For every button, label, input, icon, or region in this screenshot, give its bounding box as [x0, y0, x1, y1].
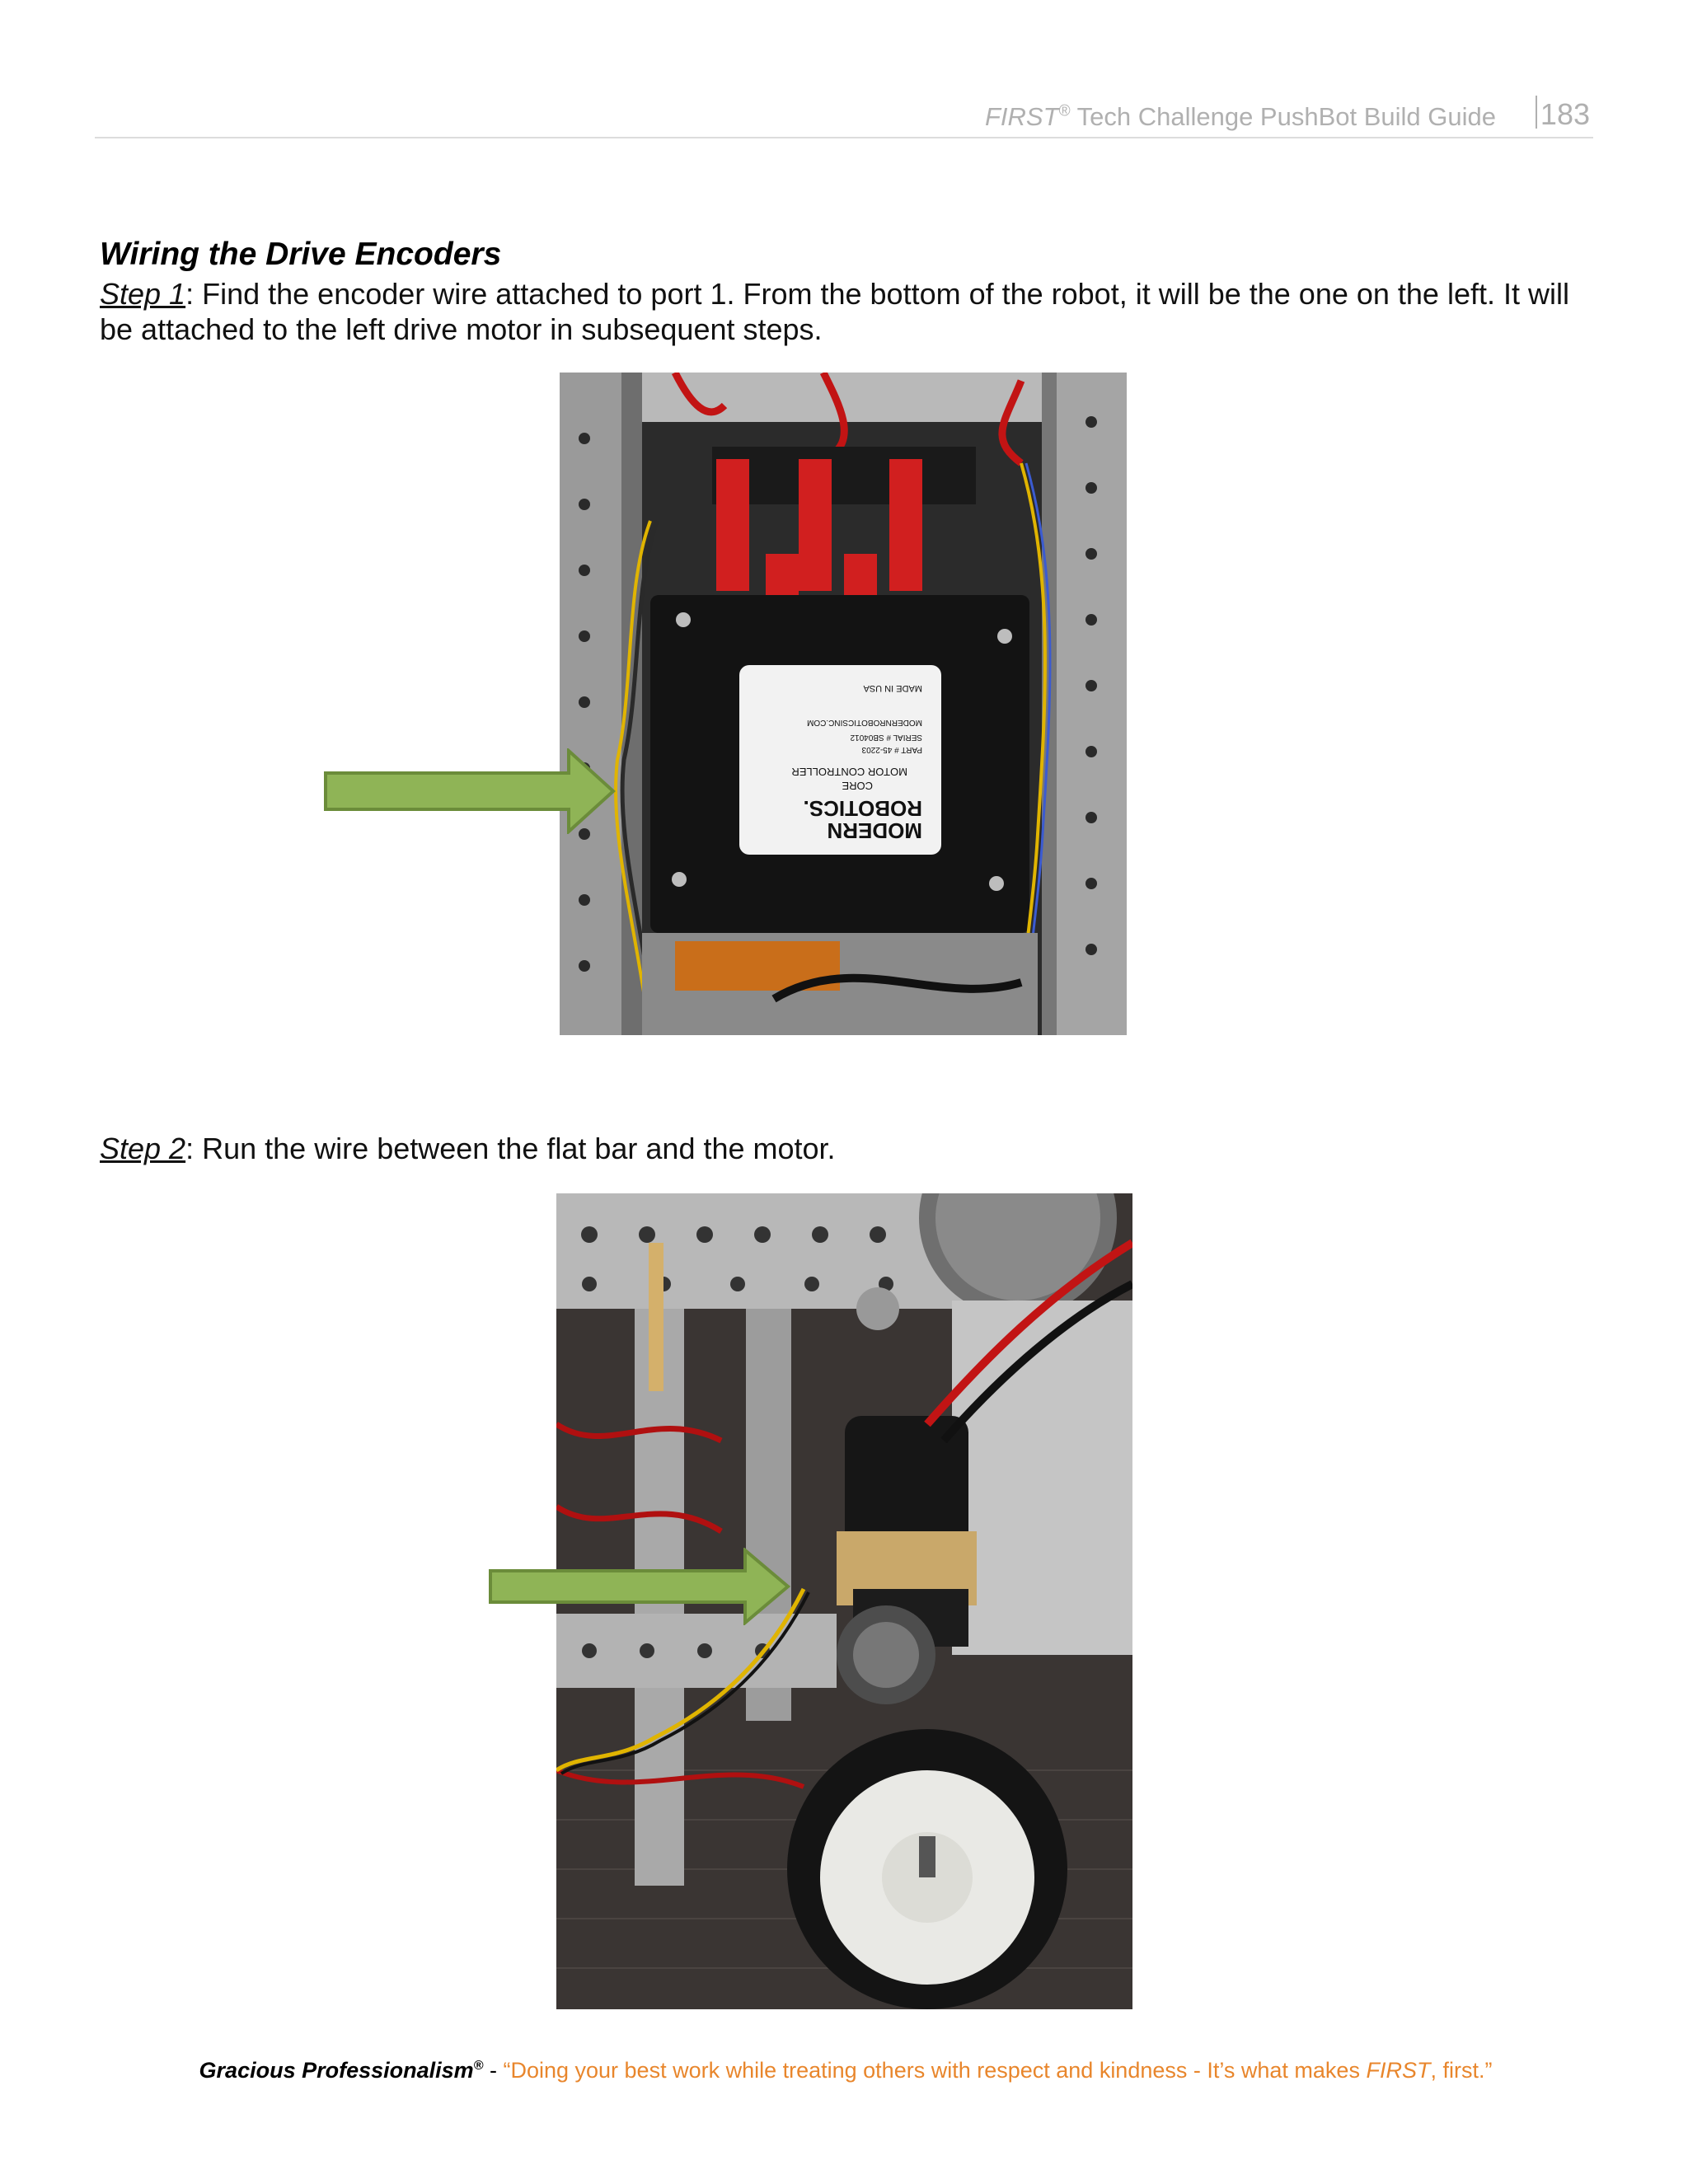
- gp-registered-mark: ®: [473, 2059, 484, 2073]
- header-divider: [1536, 96, 1537, 129]
- label-made-in-usa: MADE IN USA: [863, 683, 922, 693]
- page-number: 183: [1540, 97, 1590, 131]
- step-1-label: Step 1: [100, 277, 186, 311]
- quote-start: “Doing your best work while treating others with respect and kindness - It’s what makes: [503, 2058, 1367, 2083]
- step-1-text: : Find the encoder wire attached to port 1. From the bottom of the robot, it will be the one on the left. It will be attached to the left drive motor in subsequent steps.: [100, 277, 1569, 346]
- quote-first: FIRST: [1366, 2058, 1431, 2083]
- registered-mark: ®: [1058, 102, 1071, 120]
- motor-controller-illustration: [560, 373, 1127, 1035]
- step-1-paragraph: [100, 276, 1600, 347]
- label-modern: MODERN: [827, 818, 922, 843]
- label-robotics: ROBOTICS.: [803, 796, 922, 821]
- page-footer: [0, 2058, 1688, 2083]
- guide-title: [985, 102, 1496, 132]
- step-2-label: Step 2: [100, 1132, 186, 1165]
- section-heading: Wiring the Drive Encoders: [100, 237, 502, 272]
- pointer-arrow-1-icon: [323, 748, 620, 834]
- label-motor-controller: MOTOR CONTROLLER: [791, 766, 907, 778]
- step-2-paragraph: [100, 1131, 1600, 1166]
- step-2-text: : Run the wire between the flat bar and the motor.: [185, 1132, 836, 1165]
- motor-controller-photo: [560, 373, 1127, 1035]
- page-header: [95, 92, 1593, 138]
- guide-title-text: Tech Challenge PushBot Build Guide: [1070, 102, 1496, 131]
- quote-end: , first.”: [1430, 2058, 1493, 2083]
- gracious-professionalism: [199, 2058, 484, 2083]
- pointer-arrow-2-icon: [488, 1548, 793, 1625]
- footer-quote: [503, 2058, 1492, 2083]
- footer-dash: -: [483, 2058, 504, 2083]
- brand-first: FIRST: [985, 102, 1059, 131]
- label-serial: SERIAL # SB04012: [850, 733, 922, 742]
- label-core: CORE: [842, 780, 873, 792]
- label-url: MODERNROBOTICSINC.COM: [807, 718, 922, 727]
- gp-text: Gracious Professionalism: [199, 2058, 474, 2083]
- label-part: PART # 45-2203: [861, 745, 922, 754]
